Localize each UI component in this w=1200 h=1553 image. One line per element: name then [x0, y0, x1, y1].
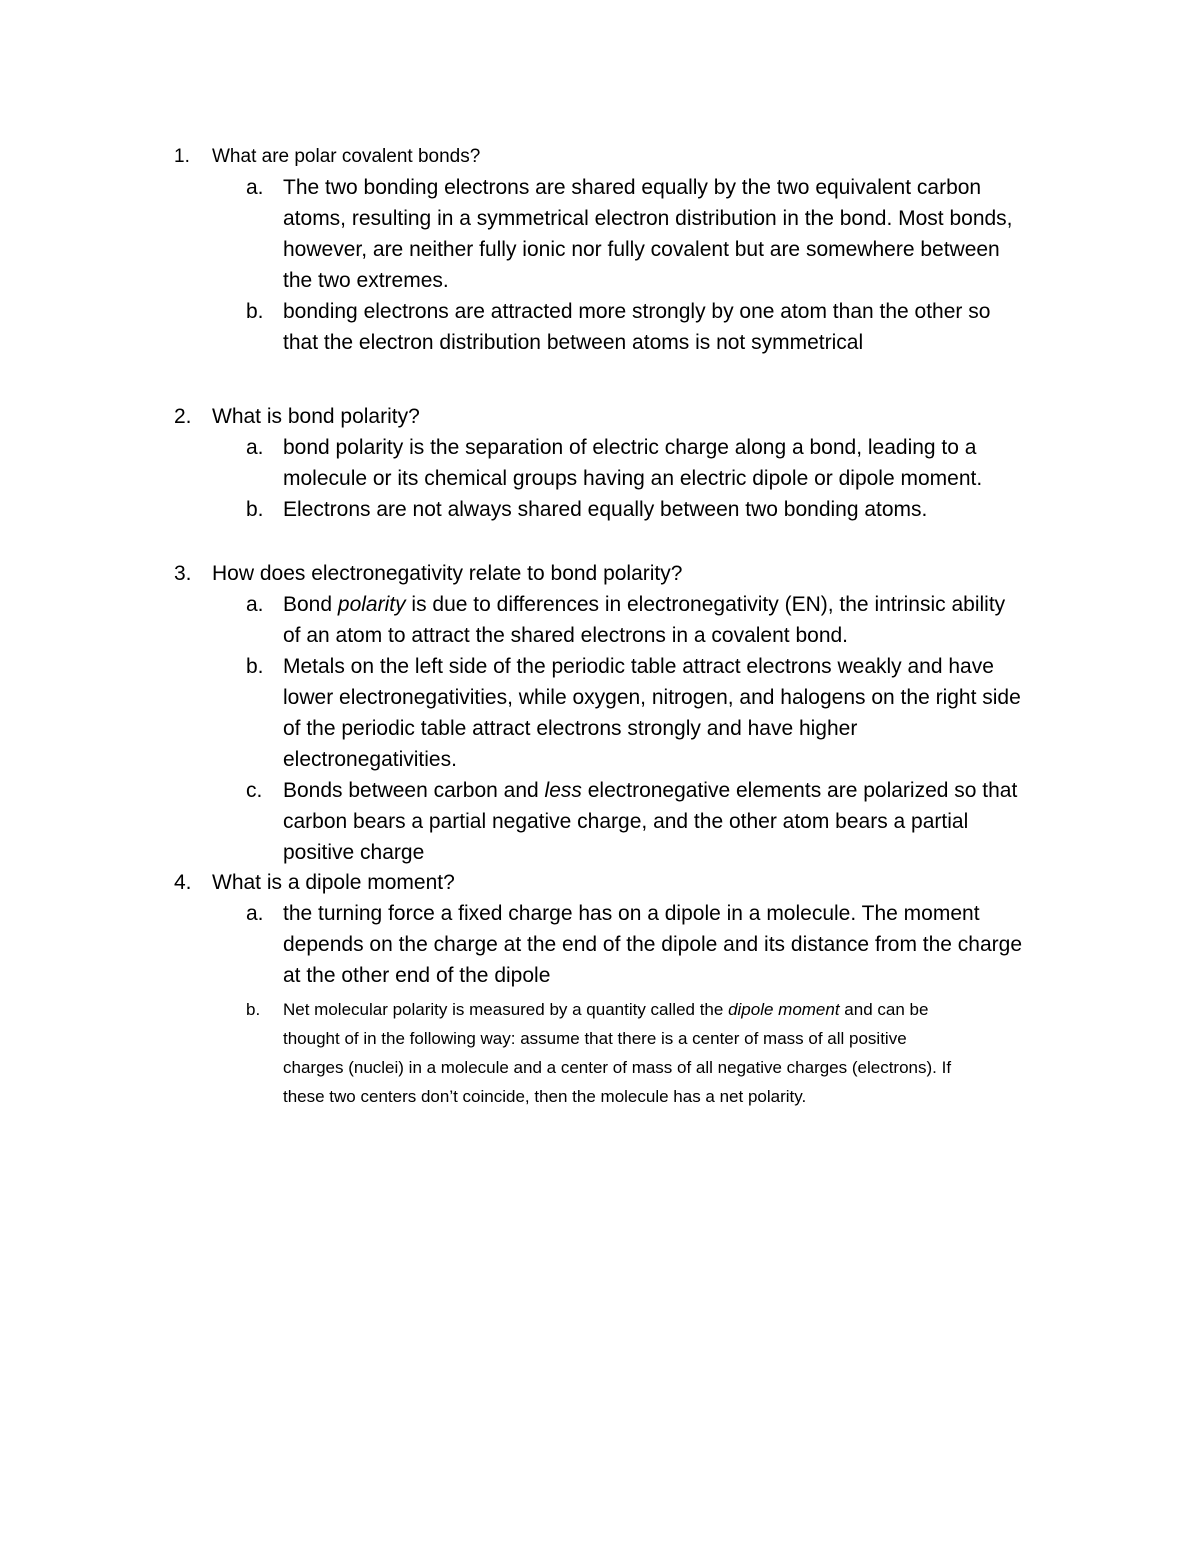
answer-2b: [0, 494, 1200, 525]
answer-4b: [0, 995, 1200, 1111]
answer-letter: b.: [246, 655, 264, 678]
emphasis-text: dipole moment: [728, 1000, 840, 1019]
answer-line: lower electronegativities, while oxygen, nitrogen, and halogens on the right side: [283, 686, 1021, 709]
answer-text: [283, 432, 1063, 494]
question-text: What is bond polarity?: [212, 405, 420, 428]
answer-text: [283, 775, 1063, 868]
question-2: [0, 401, 1200, 525]
question-heading: [0, 401, 1200, 432]
answer-line: the turning force a fixed charge has on a dipole in a molecule. The moment: [283, 902, 980, 925]
answer-letter: a.: [246, 902, 264, 925]
answer-letter: c.: [246, 779, 263, 802]
text-run: Bonds between carbon and: [283, 779, 545, 802]
answer-line: positive charge: [283, 841, 425, 864]
question-3: [0, 558, 1200, 868]
answer-line: electronegativities.: [283, 748, 457, 771]
answer-line: molecule or its chemical groups having an electric dipole or dipole moment.: [283, 467, 983, 490]
question-1: [0, 141, 1200, 358]
answer-text: [283, 494, 1063, 525]
answer-line: of an atom to attract the shared electrons in a covalent bond.: [283, 624, 849, 647]
answer-1a: [0, 172, 1200, 296]
answer-line: carbon bears a partial negative charge, and the other atom bears a partial: [283, 810, 969, 833]
answer-line: bond polarity is the separation of electric charge along a bond, leading to a: [283, 436, 977, 459]
answer-line: The two bonding electrons are shared equally by the two equivalent carbon: [283, 176, 982, 199]
answer-letter: a.: [246, 176, 264, 199]
emphasis-text: less: [544, 779, 582, 802]
text-run: electronegative elements are polarized so that: [581, 779, 1018, 802]
answer-line: at the other end of the dipole: [283, 964, 551, 987]
answer-letter: a.: [246, 436, 264, 459]
answer-line: of the periodic table attract electrons strongly and have higher: [283, 717, 858, 740]
answer-text: [283, 898, 1063, 991]
answer-line: charges (nuclei) in a molecule and a center of mass of all negative charges (electrons). If: [283, 1058, 952, 1077]
answer-letter: b.: [246, 300, 264, 323]
answer-letter: b.: [246, 1000, 261, 1019]
answer-1b: [0, 296, 1200, 358]
answer-4a: [0, 898, 1200, 991]
answer-line: [283, 995, 1073, 1024]
question-4: [0, 867, 1200, 1111]
question-heading: [0, 558, 1200, 589]
answer-text: [283, 995, 1073, 1111]
question-text: How does electronegativity relate to bond polarity?: [212, 562, 683, 585]
answer-line: Electrons are not always shared equally between two bonding atoms.: [283, 498, 928, 521]
answer-3a: [0, 589, 1200, 651]
answer-line: Metals on the left side of the periodic table attract electrons weakly and have: [283, 655, 994, 678]
question-text: What are polar covalent bonds?: [212, 146, 481, 167]
question-number: 4.: [174, 871, 192, 894]
answer-text: [283, 589, 1063, 651]
text-run: Bond: [283, 593, 338, 616]
answer-letter: b.: [246, 498, 264, 521]
text-run: is due to differences in electronegativity (EN), the intrinsic ability: [405, 593, 1006, 616]
answer-line: that the electron distribution between atoms is not symmetrical: [283, 331, 864, 354]
answer-text: [283, 296, 1063, 358]
answer-letter: a.: [246, 593, 264, 616]
answer-text: [283, 651, 1063, 775]
question-number: 1.: [174, 146, 190, 167]
question-text: What is a dipole moment?: [212, 871, 455, 894]
answer-line: these two centers don’t coincide, then the molecule has a net polarity.: [283, 1087, 807, 1106]
question-number: 2.: [174, 405, 192, 428]
question-heading: [0, 141, 1200, 172]
answer-text: [283, 172, 1063, 296]
answer-line: the two extremes.: [283, 269, 449, 292]
text-run: Net molecular polarity is measured by a quantity called the: [283, 1000, 729, 1019]
answer-3c: [0, 775, 1200, 868]
answer-line: however, are neither fully ionic nor fully covalent but are somewhere between: [283, 238, 1000, 261]
text-run: and can be: [839, 1000, 929, 1019]
emphasis-text: polarity: [337, 593, 406, 616]
answer-3b: [0, 651, 1200, 775]
answer-line: [283, 775, 1063, 806]
answer-line: atoms, resulting in a symmetrical electron distribution in the bond. Most bonds,: [283, 207, 1013, 230]
answer-line: [283, 589, 1063, 620]
answer-line: bonding electrons are attracted more strongly by one atom than the other so: [283, 300, 991, 323]
question-number: 3.: [174, 562, 192, 585]
answer-line: thought of in the following way: assume that there is a center of mass of all positive: [283, 1029, 907, 1048]
question-heading: [0, 867, 1200, 898]
answer-line: depends on the charge at the end of the dipole and its distance from the charge: [283, 933, 1023, 956]
answer-2a: [0, 432, 1200, 494]
